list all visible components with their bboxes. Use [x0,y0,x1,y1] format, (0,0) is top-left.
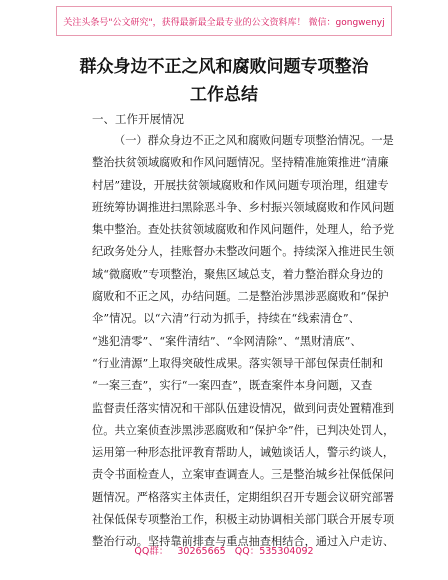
body-line: 监督责任落实情况和干部队伍建设情况，做到问责处置精准到 [92,401,395,415]
body-line: 村居”建设，开展扶贫领域腐败和作风问题专项治理，组建专 [92,178,389,192]
body-line: 班统筹协调推进扫黑除恶斗争、乡村振兴领域腐败和作风问题 [92,200,395,214]
body-line: 域“微腐败”专项整治，聚焦区域总支，着力整治群众身边的 [92,267,384,281]
promo-banner: 关注头条号"公文研究"，获得最新最全最专业的公文资料库！ 微信：gongwenyj [56,6,392,36]
footer-contact: QQ群： 30265665 QQ：535304092 [134,546,314,557]
body-line: 腐败和不正之风，办结问题。二是整治涉黑涉恶腐败和“保护 [92,290,389,304]
body-line: 整治扶贫领域腐败和作风问题情况。坚持精准施策推进“清廉 [92,156,389,170]
body-line: 社保低保专项整治工作，积极主动协调相关部门联合开展专项 [92,513,395,527]
body-line: 运用第一种形态批评教育帮助人，诫勉谈话人，警示约谈人， [92,446,395,460]
section-heading: 一、工作开展情况 [92,112,184,126]
body-line: 位。共立案侦查涉黑涉恶腐败和“保护伞”件，已判决处罚人， [92,423,395,437]
body-line: 整治行动。坚持靠前排查与重点抽查相结合，通过入户走访、 [92,535,395,549]
body-line: （一）群众身边不正之风和腐败问题专项整治情况。一是 [114,134,394,147]
body-line: “行业清源”上取得突破性成果。落实领导干部包保责任制和 [92,356,384,370]
body-line: 伞”情况。以“六清”行动为抓手，持续在“线索清仓”、 [92,312,360,326]
body-line: “一案三查”，实行“一案四查”，既查案件本身问题，又查 [92,379,373,393]
document-title: 群众身边不正之风和腐败问题专项整治 [79,57,369,77]
document-subtitle: 工作总结 [190,85,258,105]
body-line: “逃犯清零”、“案件清结”、“伞网清除”、“黑财清底”、 [92,334,362,348]
document-body [92,130,395,554]
body-line: 集中整治。查处扶贫领域腐败和作风问题件，处理人，给予党 [92,223,395,237]
body-line: 纪政务处分人，挂账督办未整改问题个。持续深入推进民生领 [92,245,395,259]
body-line: 题情况。严格落实主体责任，定期组织召开专题会议研究部署 [92,490,395,504]
body-line: 责令书面检查人，立案审查调查人。三是整治城乡社保低保问 [92,468,395,482]
